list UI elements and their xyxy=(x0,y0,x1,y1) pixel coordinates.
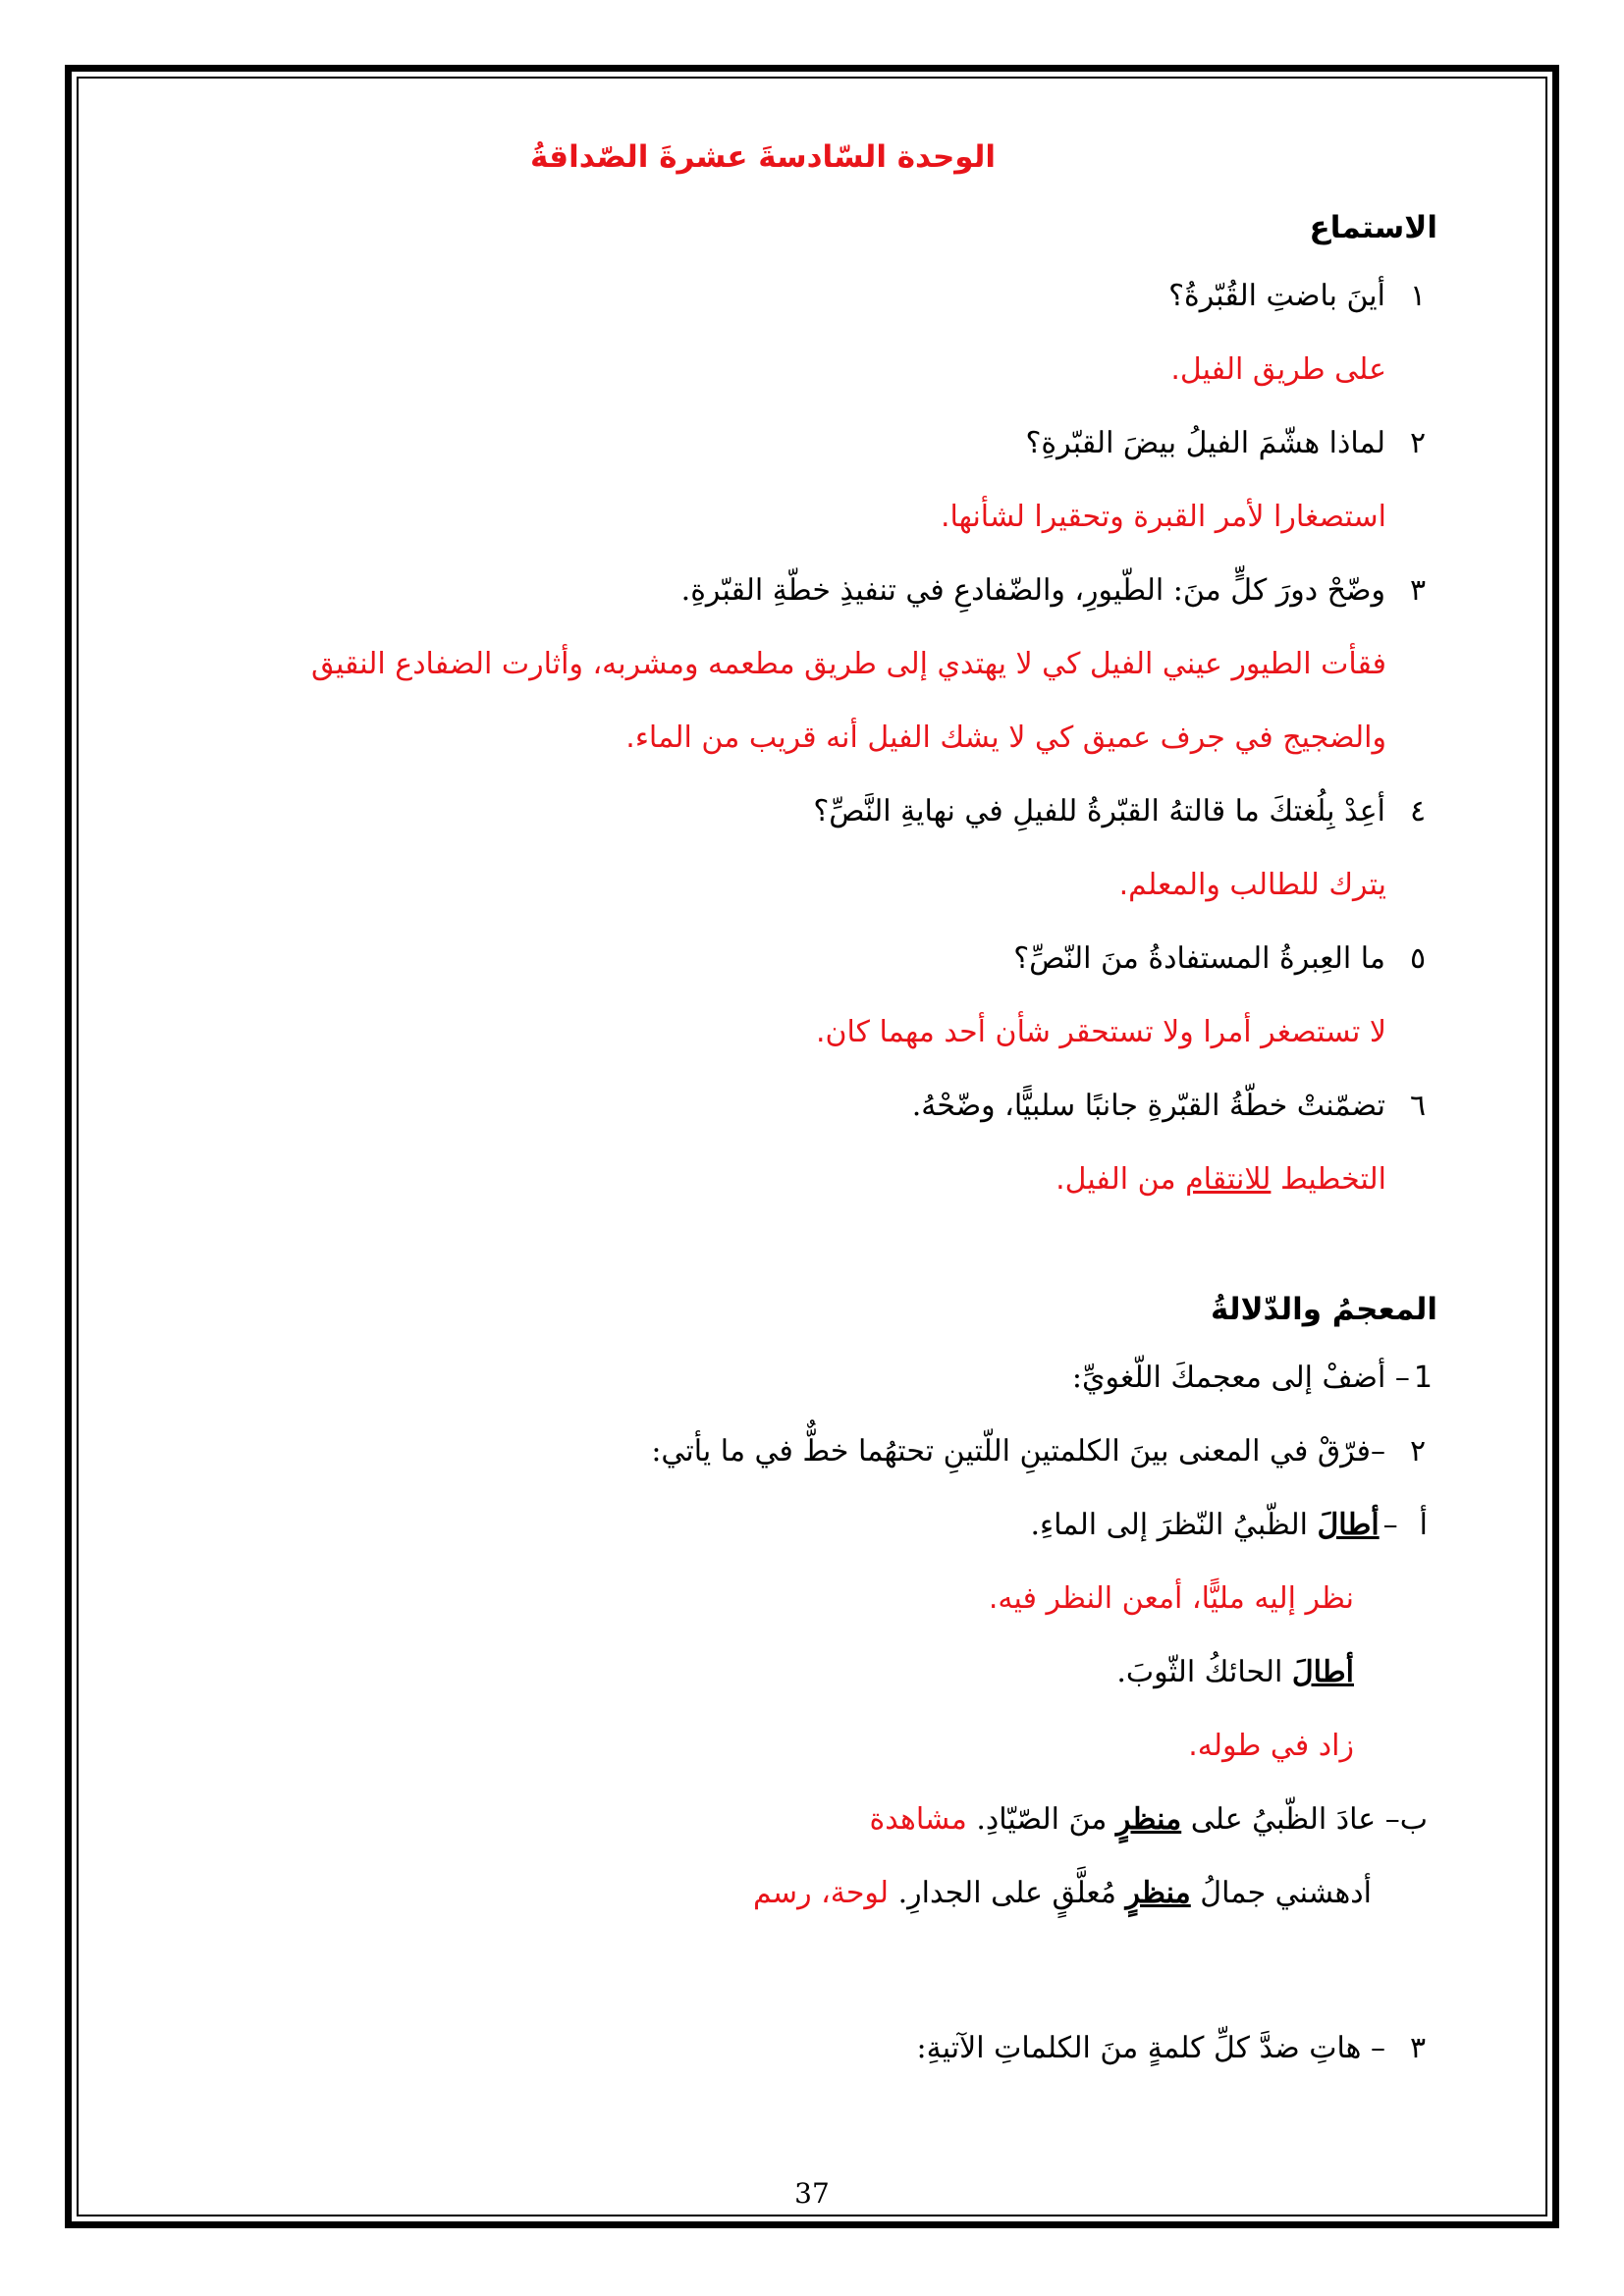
part-b-sentence-2 xyxy=(753,1874,1372,1913)
question-number: ٤ xyxy=(1409,794,1427,828)
underlined-word: منظرٍ xyxy=(1115,1802,1182,1837)
answer-3-line-1: فقأت الطيور عيني الفيل كي لا يهتدي إلى طريق مطعمه ومشربه، وأثارت الضفادع النقيق xyxy=(310,647,1386,681)
answer-3-line-2: والضجيج في جرف عميق كي لا يشك الفيل أنه قريب من الماء. xyxy=(625,721,1386,755)
answer-inline: مشاهدة xyxy=(869,1802,967,1837)
part-a-sentence-2 xyxy=(1116,1653,1354,1692)
question-text: أعِدْ بِلُغتكَ ما قالتهُ القبّرةُ للفيلِ في نهايةِ النَّصِّ؟ xyxy=(813,794,1385,828)
item-number: 1 xyxy=(1413,1361,1433,1395)
unit-title: الوحدة السّادسةَ عشرةَ الصّداقةُ xyxy=(529,139,996,175)
answer-6 xyxy=(1056,1160,1386,1200)
sentence-text: مُعلَّقٍ على الجدارِ. xyxy=(889,1876,1126,1910)
part-b-sentence-1 xyxy=(870,1800,1428,1840)
part-a-answer-2: زاد في طوله. xyxy=(1188,1729,1354,1763)
section-heading-lexicon: المعجمُ والدّلالةُ xyxy=(1211,1292,1437,1327)
underlined-word: أطالَ xyxy=(1317,1508,1380,1542)
question-4 xyxy=(813,792,1433,831)
lexicon-item-2 xyxy=(651,1432,1433,1471)
lexicon-item-3 xyxy=(917,2029,1433,2068)
part-label: أ xyxy=(1419,1508,1428,1542)
question-text: وضّحْ دورَ كلٍّ منَ: الطّيورِ، والضّفادعِ في تنفيذِ خطّةِ القبّرةِ. xyxy=(680,573,1385,608)
underlined-word: أطالَ xyxy=(1291,1655,1354,1689)
sentence-text: أدهشني جمالُ xyxy=(1190,1876,1372,1910)
question-6 xyxy=(912,1087,1433,1126)
question-3 xyxy=(681,571,1433,611)
answer-underlined-word: للانتقام xyxy=(1185,1162,1272,1197)
lexicon-item-1 xyxy=(1072,1359,1433,1398)
answer-1: على طريق الفيل. xyxy=(1170,352,1386,387)
question-number: ٥ xyxy=(1409,941,1427,976)
answer-4: يترك للطالب والمعلم. xyxy=(1118,868,1386,902)
question-text: تضمّنتْ خطّةُ القبّرةِ جانبًا سلبيًّا، وضّحْهُ. xyxy=(911,1089,1385,1123)
item-text: –فرّقْ في المعنى بينَ الكلمتينِ اللّتينِ تحتهُما خطٌّ في ما يأتي: xyxy=(651,1434,1385,1468)
answer-inline: لوحة، رسم xyxy=(752,1876,890,1910)
section-heading-listening: الاستماع xyxy=(1309,210,1437,245)
part-label: ب– xyxy=(1384,1802,1428,1837)
question-5 xyxy=(1013,939,1433,979)
item-text: – هاتِ ضدَّ كلِّ كلمةٍ منَ الكلماتِ الآتيةِ: xyxy=(916,2031,1385,2065)
page-number: 37 xyxy=(794,2177,830,2210)
question-text: أينَ باضتِ القُبّرةُ؟ xyxy=(1168,279,1385,313)
sentence-text: الحائكُ الثّوبَ. xyxy=(1116,1655,1292,1689)
item-number: ٢ xyxy=(1409,1434,1427,1468)
answer-text: من الفيل. xyxy=(1056,1162,1186,1197)
item-number: ٣ xyxy=(1409,2031,1427,2065)
sentence-text: الظّبيُ النّظرَ إلى الماءِ. xyxy=(1030,1508,1318,1542)
answer-2: استصغارا لأمر القبرة وتحقيرا لشأنها. xyxy=(940,500,1386,534)
answer-5: لا تستصغر أمرا ولا تستحقر شأن أحد مهما كان. xyxy=(815,1015,1386,1049)
sentence-text: منَ الصّيّادِ. xyxy=(966,1802,1116,1837)
answer-text: التخطيط xyxy=(1271,1162,1386,1197)
item-text: – أضفْ إلى معجمكَ اللّغويِّ: xyxy=(1071,1361,1410,1395)
question-1 xyxy=(1168,277,1433,316)
question-number: ١ xyxy=(1409,279,1427,313)
underlined-word: منظرٍ xyxy=(1125,1876,1191,1910)
sentence-text: عادَ الظّبيُ على xyxy=(1181,1802,1385,1837)
part-a-answer-1: نظر إليه مليًّا، أمعن النظر فيه. xyxy=(988,1581,1354,1616)
question-number: ٢ xyxy=(1409,426,1427,460)
question-2 xyxy=(1026,424,1434,463)
question-text: ما العِبرةُ المستفادةُ منَ النّصِّ؟ xyxy=(1013,941,1385,976)
question-number: ٣ xyxy=(1409,573,1427,608)
question-number: ٦ xyxy=(1409,1089,1427,1123)
question-text: لماذا هشّمَ الفيلُ بيضَ القبّرةِ؟ xyxy=(1025,426,1385,460)
part-a-sentence-1: أ–أطالَ الظّبيُ النّظرَ إلى الماءِ. xyxy=(1030,1508,1428,1542)
